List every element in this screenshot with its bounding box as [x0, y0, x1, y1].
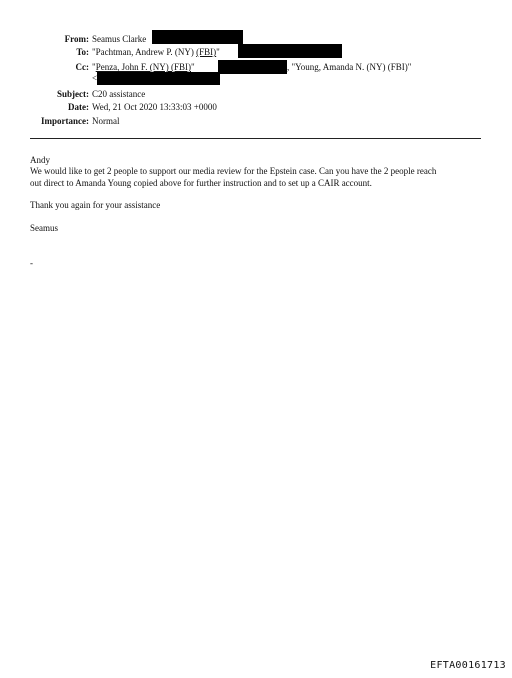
- body-thanks: Thank you again for your assistance: [30, 200, 161, 210]
- redaction-from-address: [152, 30, 243, 44]
- body-greeting: Andy: [30, 155, 50, 165]
- date-label-box: [0, 101, 89, 113]
- to-label: To:: [76, 47, 89, 57]
- body-signature: Seamus: [30, 223, 58, 233]
- from-label: From:: [64, 34, 89, 44]
- date-label: Date:: [68, 102, 89, 112]
- cc-first-suffix: ": [190, 62, 195, 72]
- from-label-box: [0, 33, 89, 45]
- redaction-to-address: [238, 44, 342, 58]
- from-value: Seamus Clarke: [92, 34, 147, 44]
- cc-first-link[interactable]: Penza, John F. (NY) (FBI): [95, 62, 191, 72]
- to-value-suffix: ": [216, 47, 220, 57]
- to-label-box: [0, 46, 89, 58]
- header-subject-row: [0, 88, 512, 100]
- subject-value: C20 assistance: [92, 89, 146, 99]
- body-line-1: We would like to get 2 people to support our media review for the Epstein case. Can you have the 2 people reach: [30, 166, 437, 176]
- cc-first-prefix: ": [92, 62, 96, 72]
- cc-continuation: <: [92, 73, 98, 83]
- header-date-row: [0, 101, 512, 113]
- to-value: [92, 46, 220, 58]
- importance-value: Normal: [92, 116, 120, 126]
- body-trailing-mark: -: [30, 258, 33, 268]
- document-id: EFTA00161713: [430, 660, 506, 671]
- importance-label: Importance:: [41, 116, 89, 126]
- redaction-cc-continuation: [97, 72, 220, 85]
- header-importance-row: [0, 115, 512, 127]
- cc-value-second: , "Young, Amanda N. (NY) (FBI)": [287, 62, 412, 72]
- header-divider: [30, 138, 481, 139]
- date-value: Wed, 21 Oct 2020 13:33:03 +0000: [92, 102, 217, 112]
- cc-label: Cc:: [75, 62, 89, 72]
- importance-label-box: [0, 115, 89, 127]
- subject-label-box: [0, 88, 89, 100]
- to-value-prefix: "Pachtman, Andrew P. (NY): [92, 47, 197, 57]
- subject-label: Subject:: [57, 89, 89, 99]
- body-line-2: out direct to Amanda Young copied above for further instruction and to set up a CAIR account.: [30, 178, 372, 188]
- to-value-link[interactable]: (FBI): [196, 47, 217, 57]
- header-cc-continuation-row: [0, 72, 512, 84]
